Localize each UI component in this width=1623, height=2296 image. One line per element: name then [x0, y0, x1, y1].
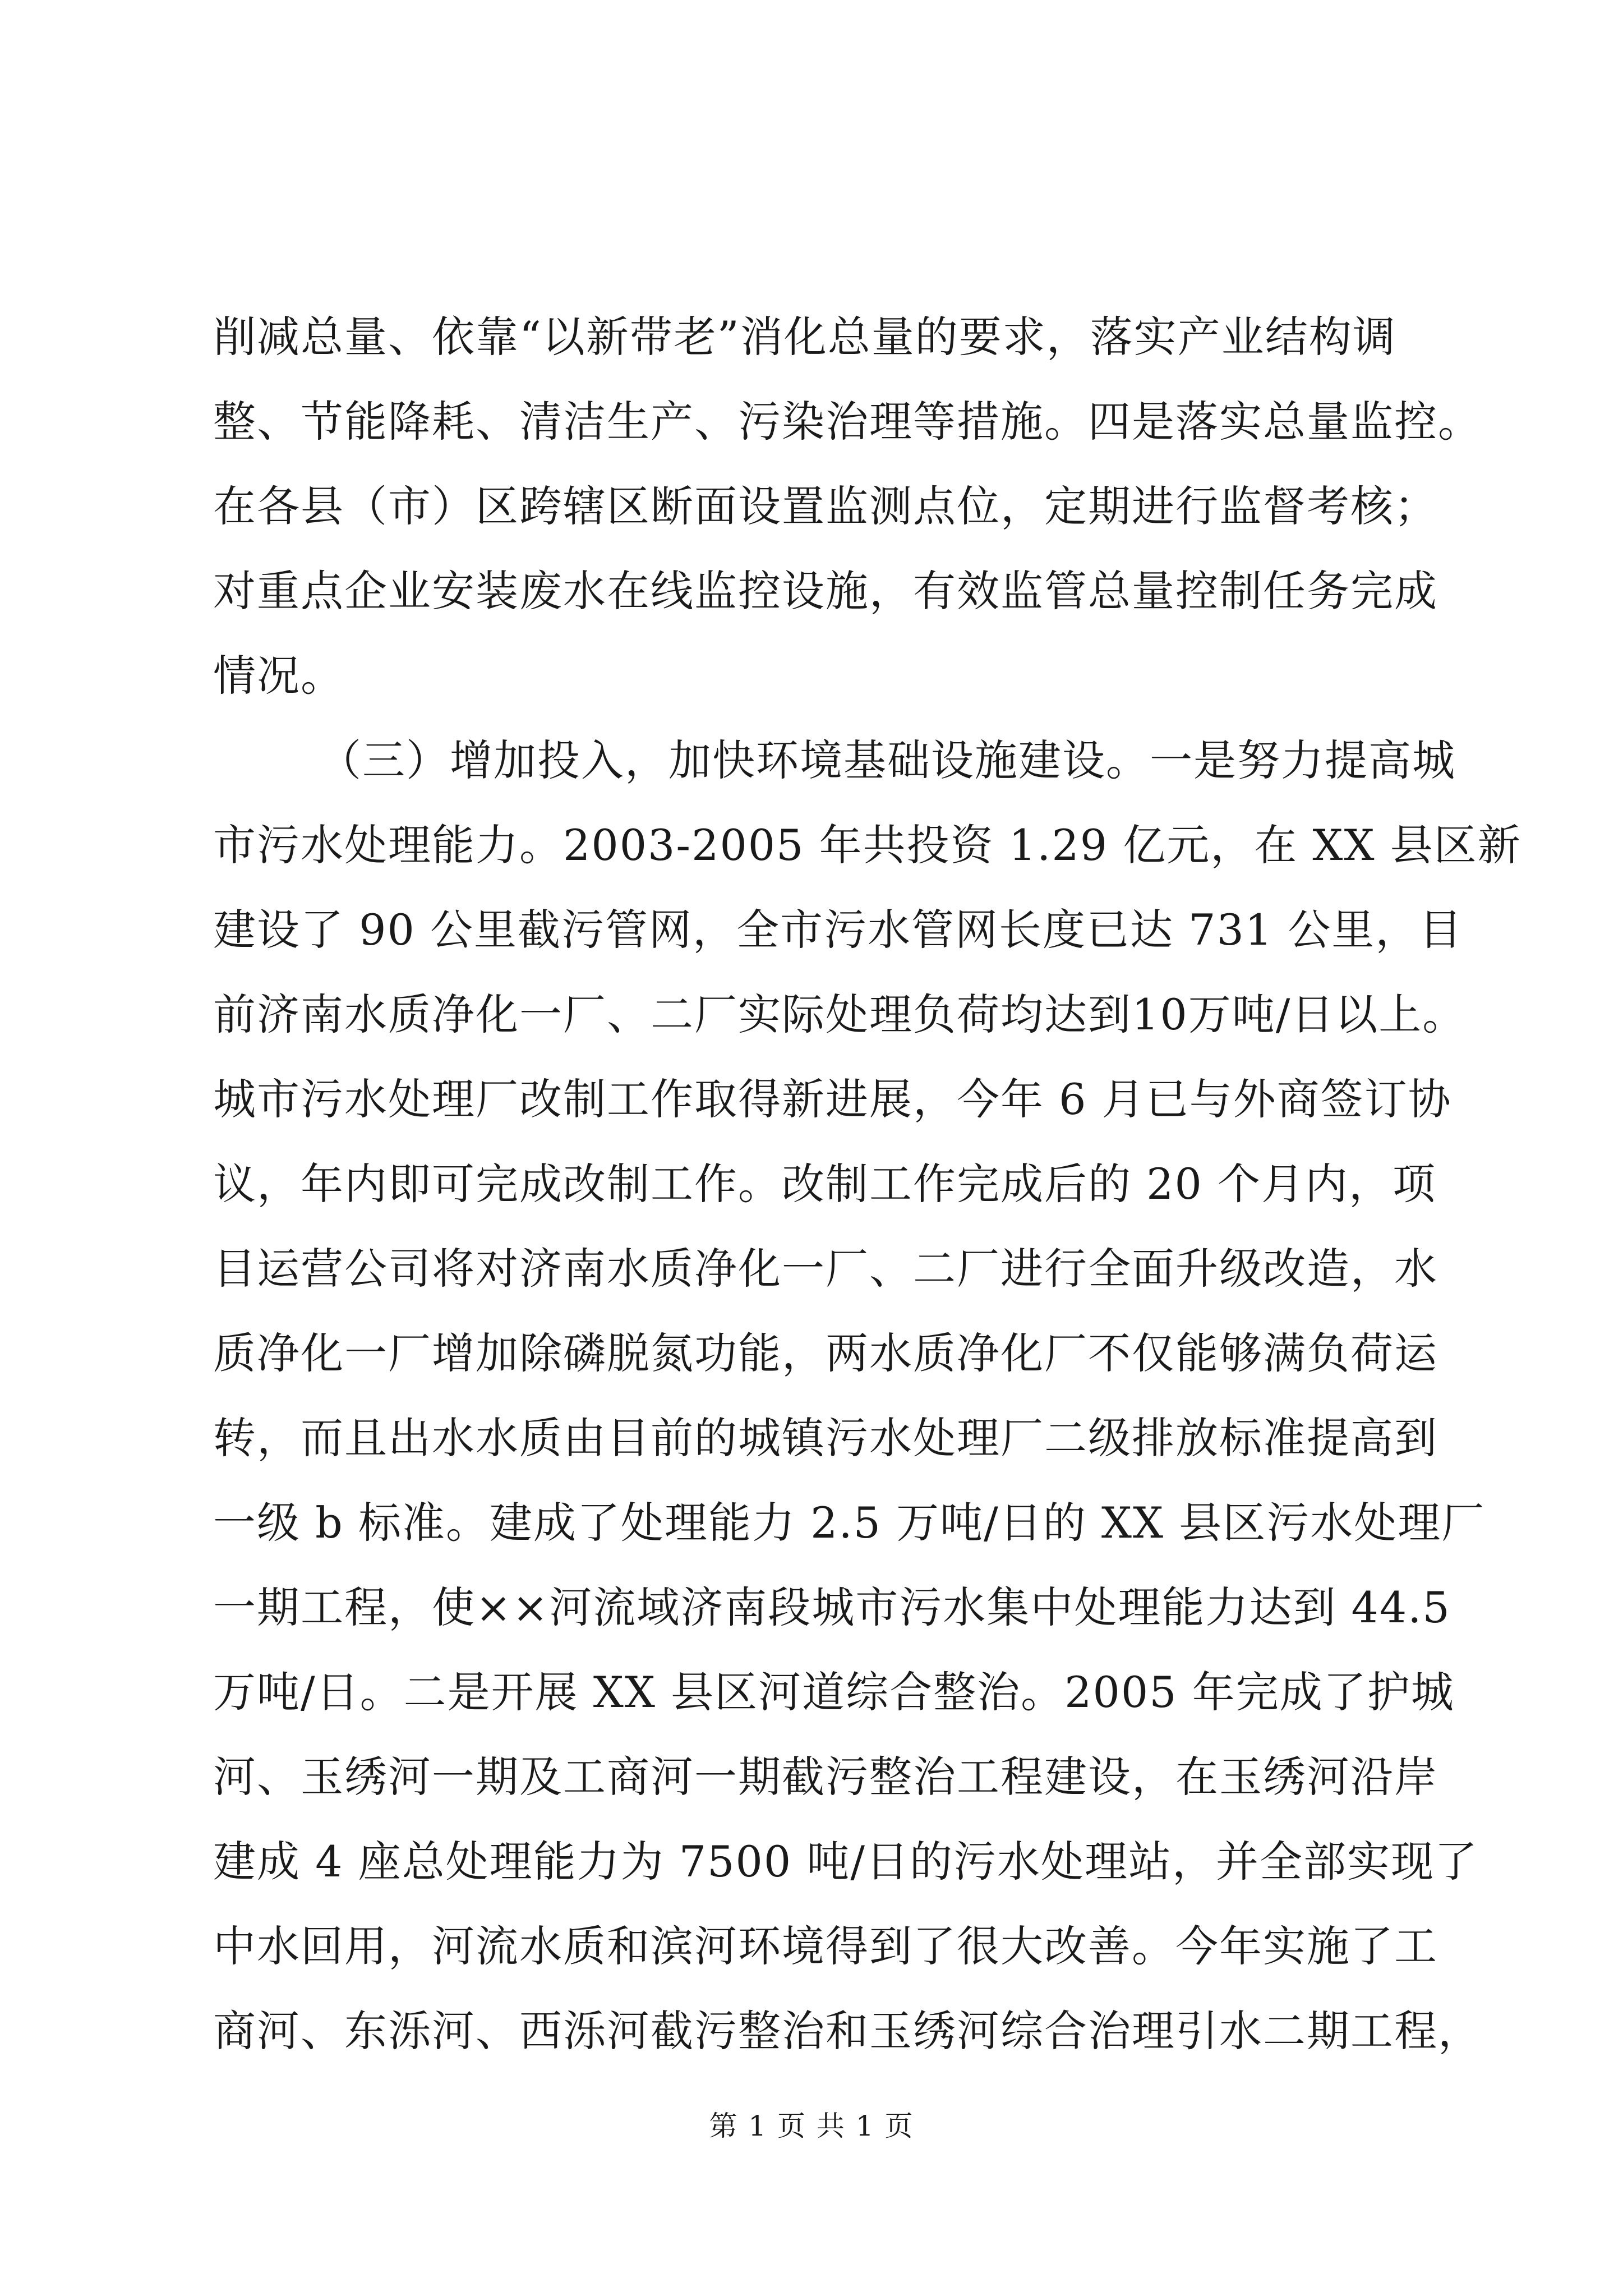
- text-line-17: 万吨/日。二是开展 XX 县区河道综合整治。2005 年完成了护城: [213, 1667, 1455, 1717]
- text-line-2: 整、节能降耗、清洁生产、污染治理等措施。四是落实总量监控。: [213, 397, 1482, 447]
- text-line-5: 情况。: [213, 651, 344, 701]
- text-line-14: 转，而且出水水质由目前的城镇污水处理厂二级排放标准提高到: [213, 1413, 1438, 1463]
- text-line-18: 河、玉绣河一期及工商河一期截污整治工程建设，在玉绣河沿岸: [213, 1752, 1438, 1802]
- text-line-10: 城市污水处理厂改制工作取得新进展，今年 6 月已与外商签订协: [213, 1074, 1452, 1124]
- text-line-7: 市污水处理能力。2003-2005 年共投资 1.29 亿元，在 XX 县区新: [213, 820, 1521, 870]
- text-line-20: 中水回用，河流水质和滨河环境得到了很大改善。今年实施了工: [213, 1921, 1438, 1971]
- section-heading-line: （三）增加投入，加快环境基础设施建设。一是努力提高城: [319, 735, 1456, 785]
- text-line-9: 前济南水质净化一厂、二厂实际处理负荷均达到10万吨/日以上。: [213, 990, 1467, 1039]
- text-line-8: 建设了 90 公里截污管网，全市污水管网长度已达 731 公里，目: [213, 905, 1463, 955]
- text-line-12: 目运营公司将对济南水质净化一厂、二厂进行全面升级改造，水: [213, 1244, 1438, 1294]
- text-line-16: 一期工程，使××河流域济南段城市污水集中处理能力达到 44.5: [213, 1582, 1451, 1632]
- text-line-1: 削减总量、依靠“以新带老”消化总量的要求，落实产业结构调: [213, 312, 1396, 362]
- text-line-19: 建成 4 座总处理能力为 7500 吨/日的污水处理站，并全部实现了: [213, 1837, 1479, 1887]
- text-line-3: 在各县（市）区跨辖区断面设置监测点位，定期进行监督考核；: [213, 481, 1438, 531]
- text-line-4: 对重点企业安装废水在线监控设施，有效监管总量控制任务完成: [213, 566, 1438, 616]
- text-line-15: 一级 b 标准。建成了处理能力 2.5 万吨/日的 XX 县区污水处理厂: [213, 1498, 1486, 1548]
- text-line-21: 商河、东泺河、西泺河截污整治和玉绣河综合治理引水二期工程，: [213, 2006, 1482, 2056]
- document-body: [213, 295, 1521, 2073]
- text-line-13: 质净化一厂增加除磷脱氮功能，两水质净化厂不仅能够满负荷运: [213, 1328, 1438, 1378]
- text-line-11: 议，年内即可完成改制工作。改制工作完成后的 20 个月内，项: [213, 1159, 1437, 1209]
- page-footer: 第 1 页 共 1 页: [709, 2110, 914, 2142]
